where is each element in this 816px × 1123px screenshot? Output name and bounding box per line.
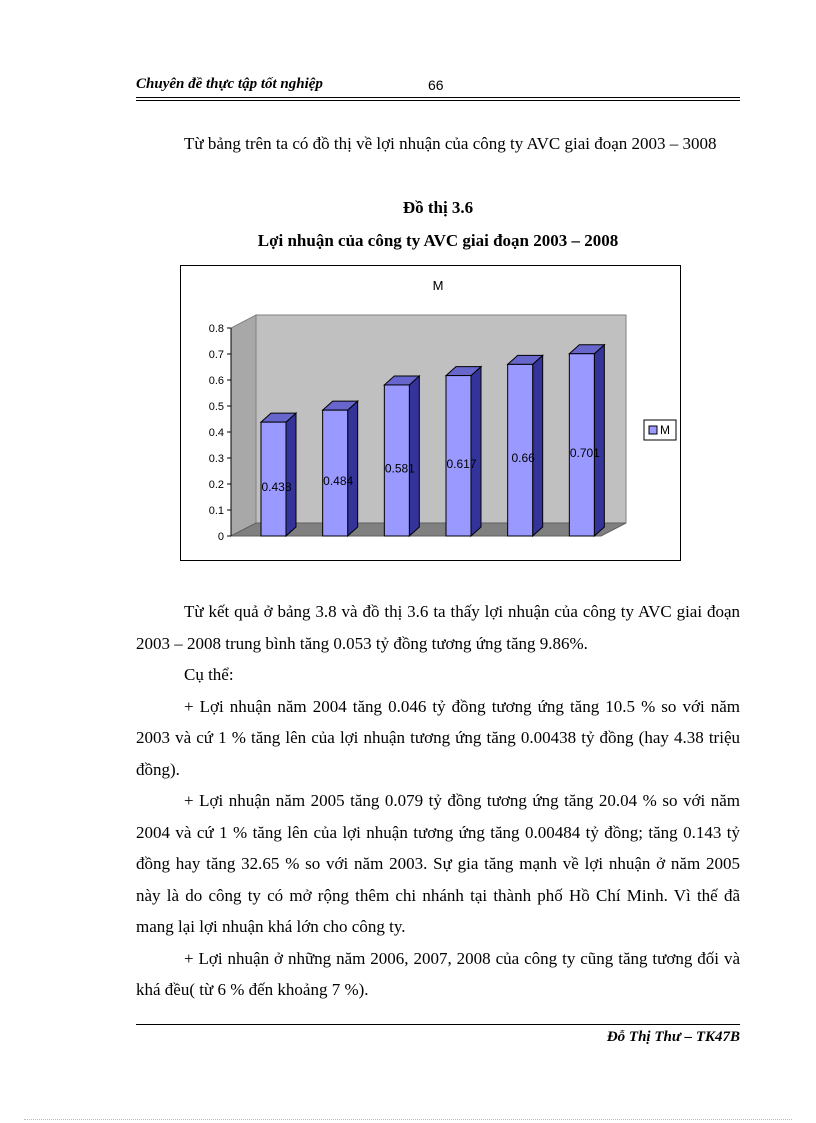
- bar: [323, 410, 348, 536]
- y-tick-label: 0.3: [208, 453, 224, 465]
- bar: [261, 422, 286, 536]
- bar: [446, 376, 471, 536]
- bar-side: [533, 355, 543, 536]
- y-tick-label: 0.8: [208, 323, 224, 335]
- page-edge-dots: [24, 1119, 792, 1120]
- footer-author: Đỗ Thị Thư – TK47B: [606, 1029, 740, 1045]
- bar: [384, 385, 409, 536]
- detail-2004: + Lợi nhuận năm 2004 tăng 0.046 tỷ đồng tương ứng tăng 10.5 % so với năm 2003 và cứ 1 % tăng lên của lợi nhuận tương ứng tăng 0.00438 tỷ đồng (hay 4.38 triệu đồng).: [136, 696, 740, 779]
- body-text: [136, 596, 740, 1006]
- y-tick-label: 0: [217, 531, 224, 543]
- summary-paragraph: Từ kết quả ở bảng 3.8 và đồ thị 3.6 ta thấy lợi nhuận của công ty AVC giai đoạn 2003 – 2008 trung bình tăng 0.053 tỷ đồng tương ứng tăng 9.86%.: [136, 602, 740, 653]
- header-title: Chuyên đề thực tập tốt nghiệp: [136, 76, 323, 92]
- header-rule-bottom: [136, 100, 740, 101]
- detail-2005: + Lợi nhuận năm 2005 tăng 0.079 tỷ đồng tương ứng tăng 20.04 % so với năm 2004 và cứ 1 % tăng lên của lợi nhuận tương ứng tăng 0.00484 tỷ đồng; tăng 0.143 tỷ đồng hay tăng 32.65 % so với năm 2003. Sự gia tăng mạnh về lợi nhuận ở năm 2005 này là do công ty có mở rộng thêm chi nhánh tại thành phố Hồ Chí Minh. Vì thế đã mang lại lợi nhuận khá lớn cho công ty.: [136, 791, 740, 936]
- bar-data-label: 0.66: [511, 451, 535, 466]
- bar-data-label: 0.484: [323, 474, 354, 489]
- bar-data-label: 0.701: [569, 445, 600, 460]
- profit-chart: [180, 265, 681, 561]
- y-tick-label: 0.5: [208, 401, 224, 413]
- chart-canvas: [181, 266, 680, 560]
- bar: [508, 364, 533, 536]
- bar-side: [348, 401, 358, 536]
- legend-label: M: [660, 423, 670, 437]
- y-tick-label: 0.6: [208, 375, 224, 387]
- detail-2006-2008: + Lợi nhuận ở những năm 2006, 2007, 2008 của công ty cũng tăng tương đối và khá đều( từ 6 % đến khoảng 7 %).: [136, 948, 740, 999]
- y-tick-label: 0.4: [208, 427, 224, 439]
- chart-title: M: [432, 278, 444, 293]
- footer-rule: [136, 1024, 740, 1025]
- chart-label: Đồ thị 3.6: [402, 198, 474, 217]
- bar-data-label: 0.438: [261, 480, 292, 495]
- details-intro: Cụ thể:: [184, 665, 234, 684]
- page-number: 66: [428, 77, 444, 93]
- chart-side-wall: [231, 315, 256, 536]
- bar-side: [471, 367, 481, 536]
- bar-side: [594, 345, 604, 536]
- chart-caption-title: Lợi nhuận của công ty AVC giai đoạn 2003 – 2008: [257, 231, 619, 250]
- page-header: [136, 76, 740, 96]
- y-tick-label: 0.1: [208, 505, 224, 517]
- bar-side: [409, 376, 419, 536]
- bar-side: [286, 413, 296, 536]
- y-tick-label: 0.2: [208, 479, 224, 491]
- bar-data-label: 0.617: [446, 456, 477, 471]
- bar-data-label: 0.581: [384, 461, 415, 476]
- y-tick-label: 0.7: [208, 349, 224, 361]
- bar: [569, 354, 594, 536]
- intro-paragraph: Từ bảng trên ta có đồ thị về lợi nhuận của công ty AVC giai đoạn 2003 – 3008: [184, 134, 717, 153]
- legend-swatch: [649, 426, 657, 434]
- header-rule-top: [136, 97, 740, 98]
